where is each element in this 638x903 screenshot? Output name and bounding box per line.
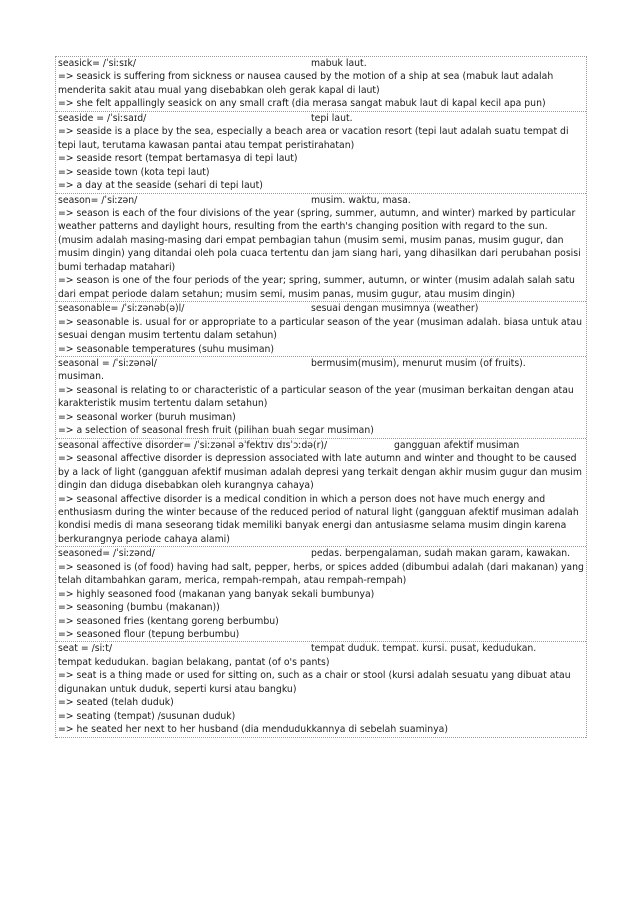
headword: seasonal = /ˈsiːzənəl/ [58,357,157,369]
headword: seasick= /ˈsiːsɪk/ [58,58,136,69]
headword-meaning: bermusim(musim), menurut musim (of fruits). [311,357,526,369]
definition-line: => seasoned flour (tepung berbumbu) [58,629,240,641]
definition-line: => a day at the seaside (sehari di tepi laut) [58,180,263,192]
headword: season= /ˈsiːzən/ [58,194,138,206]
definition-line: => seaside is a place by the sea, especially a beach area or vacation resort (tepi laut adalah suatu tempat di tepi laut, terutama kawasan pantai atau tempat peristirahatan) [58,126,569,151]
headword-meaning: tempat duduk. tempat. kursi. pusat, kedudukan. [311,643,537,655]
dictionary-entry [56,112,586,194]
definition-line: => seasick is suffering from sickness or nausea caused by the motion of a ship at sea (mabuk laut adalah menderita sakit atau mual yang disebabkan oleh gerak kapal di laut) [58,71,554,96]
meaning-continuation: musiman. [58,371,104,383]
definition-line: => seasonal affective disorder is a medical condition in which a person does not have much energy and enthusiasm during the winter because of the reduced period of natural light (gangguan afektif musiman adalah kondisi medis di mana seseorang tidak memiliki banyak energi dan antusiasme selama musim dingin karena berkurangnya periode cahaya alami) [58,493,579,545]
definition-line: => season is each of the four divisions of the year (spring, summer, autumn, and winter) marked by particular weather patterns and daylight hours, resulting from the earth's changing position with regard to the sun. (musim adalah masing-masing dari empat pembagian tahun (musim semi, musim panas, musim gugur, dan musim dingin) yang ditandai oleh pola cuaca tertentu dan jam siang hari, yang dihasilkan dari perubahan posisi bumi terhadap matahari) [58,207,581,273]
definition-line: => seasoned is (of food) having had salt, pepper, herbs, or spices added (dibumbui adalah (dari makanan) yang telah ditambahkan garam, merica, rempah-rempah, atau rempah-rempah) [58,561,584,587]
headword-meaning: gangguan afektif musiman [394,439,520,451]
entry-header [58,194,584,207]
entry-header [58,112,584,125]
definition-line: => he seated her next to her husband (dia mendudukkannya di sebelah suaminya) [58,724,448,736]
definition-line: => seasoned fries (kentang goreng berbumbu) [58,615,279,627]
definition-line: => seasonable temperatures (suhu musiman) [58,343,275,355]
dictionary-entry [56,357,586,439]
definition-line: => she felt appallingly seasick on any small craft (dia merasa sangat mabuk laut di kapal kecil apa pun) [58,98,546,110]
definition-line: => seasonal worker (buruh musiman) [58,411,236,423]
definition-line: => season is one of the four periods of the year; spring, summer, autumn, or winter (musim adalah salah satu dari empat periode dalam setahun; musim semi, musim panas, musim gugur, atau musim dingin) [58,275,575,300]
entry-header [58,357,584,370]
headword: seaside = /ˈsiːsaɪd/ [58,112,147,124]
dictionary-entry [56,439,586,548]
definition-line: => seaside town (kota tepi laut) [58,166,210,178]
entry-header [58,302,584,315]
headword-meaning: musim. waktu, masa. [311,194,411,206]
headword-meaning: pedas. berpengalaman, sudah makan garam, kawakan. [311,548,571,560]
definition-line: => seasoning (bumbu (makanan)) [58,602,220,614]
definition-line: => highly seasoned food (makanan yang banyak sekali bumbunya) [58,588,375,600]
headword: seasonable= /ˈsiːzənəb(ə)l/ [58,303,185,315]
entry-header [58,57,584,70]
entry-header [58,642,584,655]
entry-header [58,547,584,560]
definition-line: => seasonal is relating to or characteristic of a particular season of the year (musiman berkaitan dengan atau karakteristik musim tertentu dalam setahun) [58,384,574,410]
dictionary-entry [56,194,586,303]
definition-line: => seating (tempat) /susunan duduk) [58,710,236,722]
definition-line: => seasonable is. usual for or appropriate to a particular season of the year (musiman adalah. biasa untuk atau sesuai dengan musim tertentu dalam setahun) [58,316,582,342]
meaning-continuation: tempat kedudukan. bagian belakang, pantat (of o's pants) [58,656,330,668]
definition-line: => a selection of seasonal fresh fruit (pilihan buah segar musiman) [58,425,374,437]
dictionary-entry [56,642,586,737]
headword-meaning: sesuai dengan musimnya (weather) [311,303,479,315]
headword-meaning: mabuk laut. [311,58,367,69]
headword: seasoned= /ˈsiːzənd/ [58,548,155,560]
headword: seat = /siːt/ [58,643,113,655]
dictionary-entry [56,547,586,642]
definition-line: => seat is a thing made or used for sitting on, such as a chair or stool (kursi adalah sesuatu yang dibuat atau digunakan untuk duduk, seperti kursi atau bangku) [58,670,571,695]
definition-line: => seated (telah duduk) [58,697,174,709]
headword: seasonal affective disorder= /ˈsiːzənəl əˈfektɪv dɪsˈɔːdə(r)/ [58,439,328,451]
dictionary-entry [56,302,586,357]
headword-meaning: tepi laut. [311,112,353,124]
dictionary-entry [56,57,586,112]
entry-header [58,439,584,452]
definition-line: => seaside resort (tempat bertamasya di tepi laut) [58,153,298,165]
definition-line: => seasonal affective disorder is depression associated with late autumn and winter and thought to be caused by a lack of light (gangguan afektif musiman adalah depresi yang terkait dengan akhir musim gugur dan musim dingin dan diduga disebabkan oleh kurangnya cahaya) [58,453,582,492]
dictionary-page [55,56,587,738]
